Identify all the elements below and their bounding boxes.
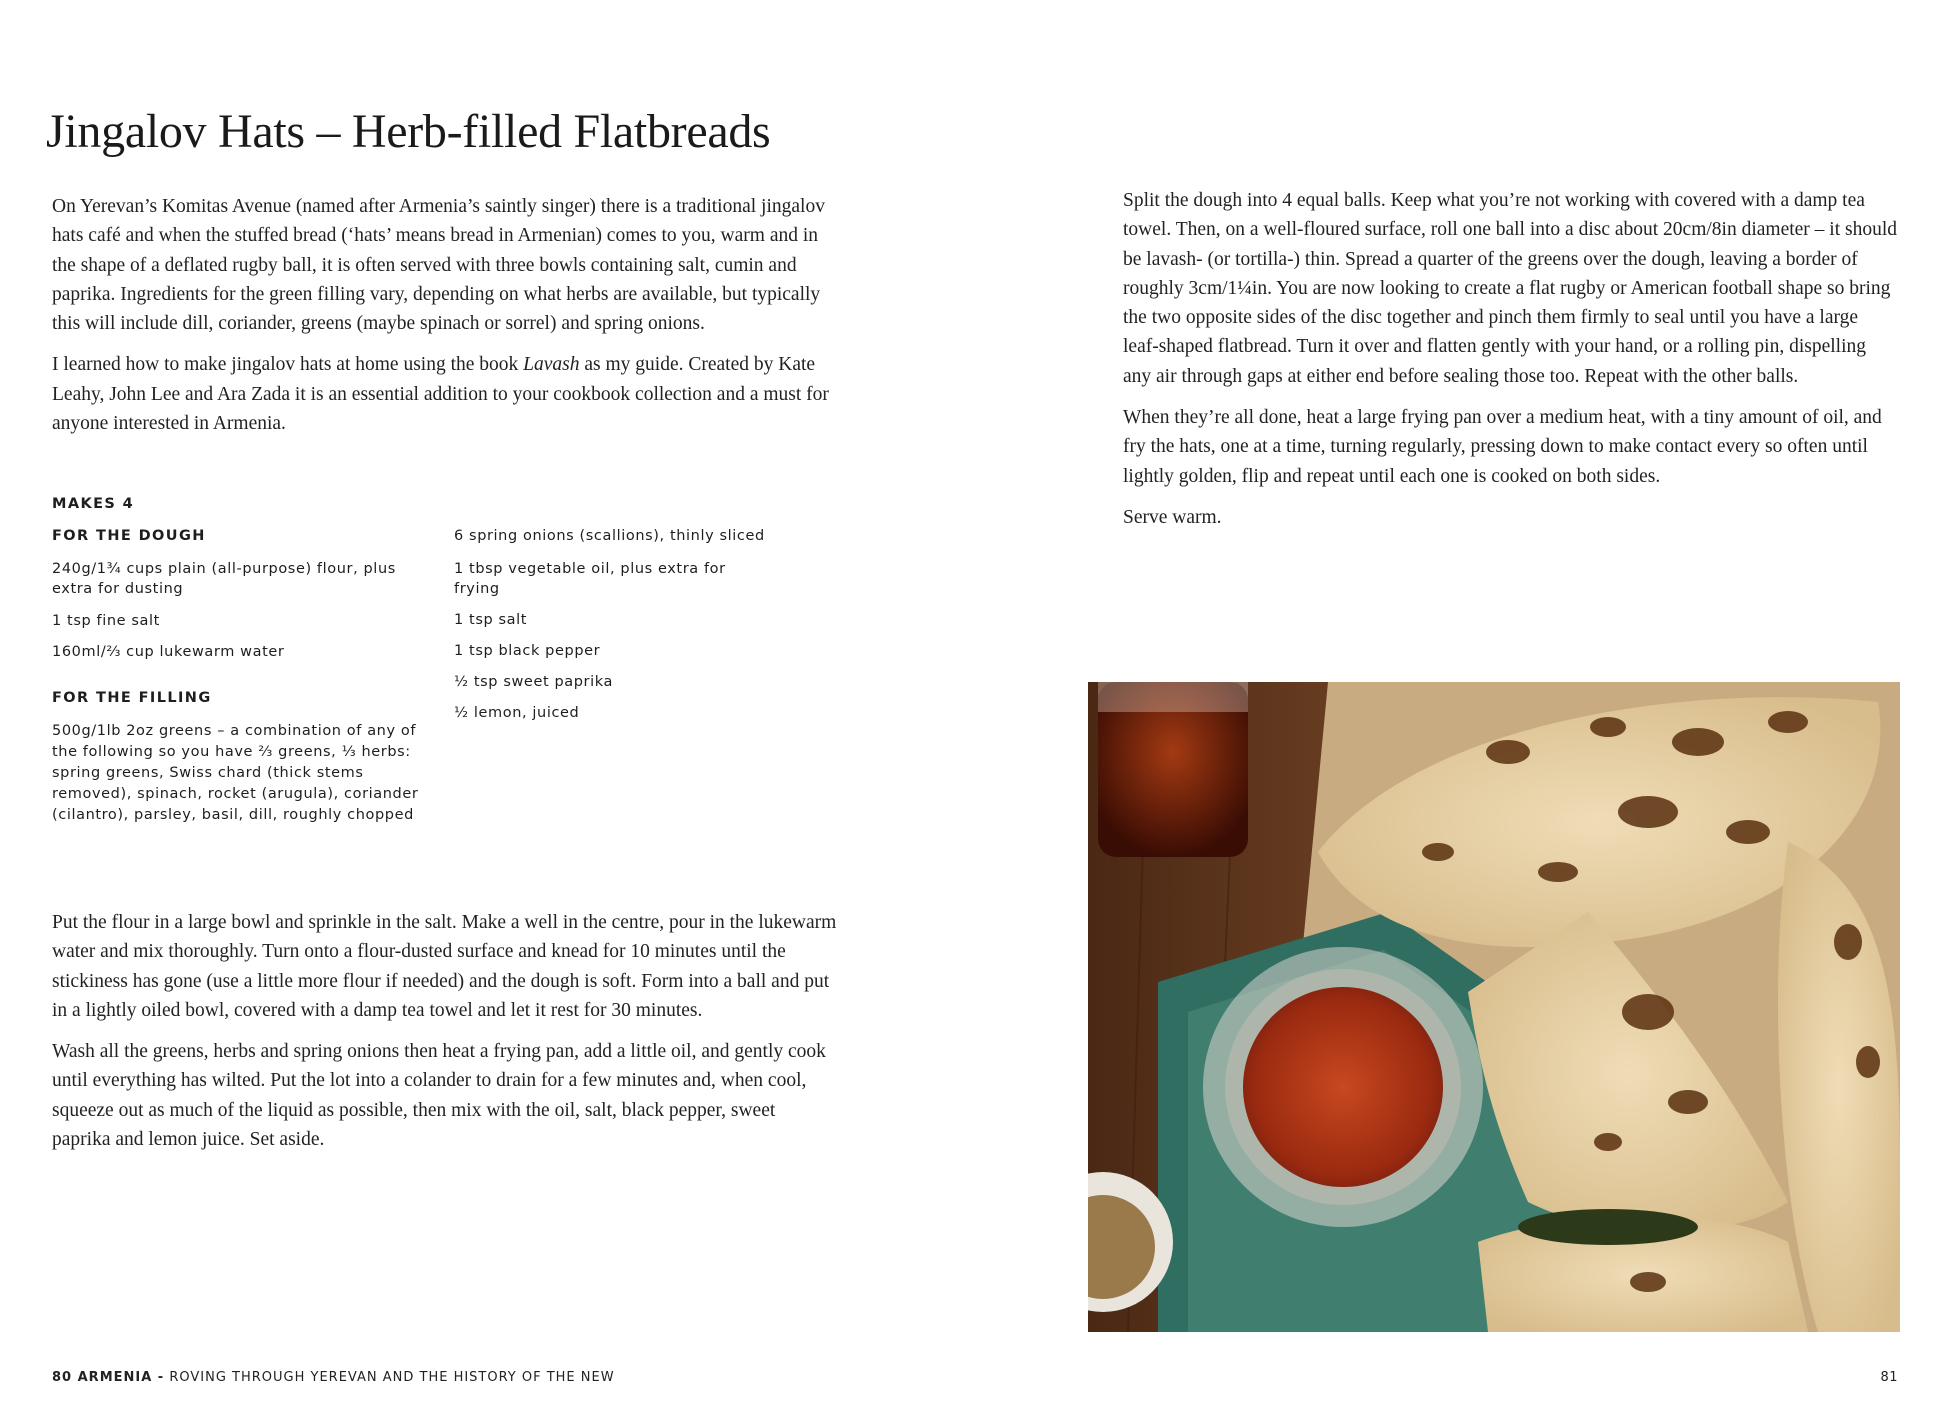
intro-paragraph-book [52, 350, 837, 438]
flatbread-illustration [1088, 682, 1900, 1332]
recipe-title: Jingalov Hats – Herb-filled Flatbreads [46, 105, 771, 158]
method-step: Wash all the greens, herbs and spring onions then heat a frying pan, add a little oil, and gently cook until everything has wilted. Put the lot into a colander to drain for a few minutes and, when cool, squeeze out as much of the liquid as possible, then mix with the oil, salt, black pepper, sweet paprika and lemon juice. Set aside. [52, 1041, 826, 1151]
ingredients-left [52, 494, 432, 826]
ingredient-item: 6 spring onions (scallions), thinly sliced [454, 528, 765, 544]
footer-chapter: ROVING THROUGH YEREVAN AND THE HISTORY OF THE NEW [169, 1370, 615, 1385]
intro-text-before: I learned how to make jingalov hats at home using the book [52, 354, 524, 376]
footer-section: 80 ARMENIA - [52, 1370, 165, 1385]
ingredient-item: 1 tsp black pepper [454, 643, 601, 659]
ingredient-item: 160ml/⅔ cup lukewarm water [52, 644, 285, 660]
ingredient-item: 1 tsp fine salt [52, 613, 160, 629]
dough-heading: FOR THE DOUGH [52, 528, 206, 544]
intro-text-after: as my guide. Created by Kate Leahy, John Lee and Ara Zada it is an essential addition to your cookbook collection and a must for anyone interested in Armenia. [52, 354, 829, 435]
ingredient-item: ½ tsp sweet paprika [454, 674, 613, 690]
ingredient-item: 1 tsp salt [454, 612, 528, 628]
running-footer [52, 1370, 615, 1385]
filling-heading: FOR THE FILLING [52, 690, 212, 706]
page-number: 81 [1880, 1370, 1898, 1385]
recipe-photo [1088, 682, 1900, 1332]
intro-text [52, 192, 837, 450]
makes-label: MAKES 4 [52, 496, 135, 512]
ingredient-item: ½ lemon, juiced [454, 705, 580, 721]
method-step: Put the flour in a large bowl and sprinkle in the salt. Make a well in the centre, pour in the lukewarm water and mix thoroughly. Turn onto a flour-dusted surface and knead for 10 minutes until the stickiness has gone (use a little more flour if needed) and the dough is soft. Form into a ball and put in a lightly oiled bowl, covered with a damp tea towel and let it rest for 30 minutes. [52, 912, 837, 1021]
paprika [1243, 987, 1443, 1187]
method-step: Serve warm. [1123, 506, 1222, 528]
intro-paragraph: On Yerevan’s Komitas Avenue (named after Armenia’s saintly singer) there is a traditional jingalov hats café and when the stuffed bread (‘hats’ means bread in Armenian) comes to you, warm and in the shape of a deflated rugby ball, it is often served with three bowls containing salt, cumin and paprika. Ingredients for the green filling vary, depending on what herbs are available, but typically this will include dill, coriander, greens (maybe spinach or sorrel) and spring onions. [52, 196, 825, 335]
method-right [1123, 186, 1898, 544]
method-step: Split the dough into 4 equal balls. Keep what you’re not working with covered with a damp tea towel. Then, on a well-floured surface, roll one ball into a disc about 20cm/8in diameter – it should be lavash- (or tortilla-) thin. Spread a quarter of the greens over the dough, leaving a border of roughly 3cm/1¼in. You are now looking to create a flat rugby or American football shape so bring the two opposite sides of the disc together and pinch them firmly to seal until you have a large leaf-shaped flatbread. Turn it over and flatten gently with your hand, or a rolling pin, dispelling any air through gaps at either end before sealing those too. Repeat with the other balls. [1123, 190, 1898, 387]
ingredient-item: 1 tbsp vegetable oil, plus extra for frying [454, 561, 726, 597]
method-left [52, 908, 837, 1166]
book-title: Lavash [523, 354, 580, 376]
greens-filling [1518, 1209, 1698, 1245]
method-step: When they’re all done, heat a large frying pan over a medium heat, with a tiny amount of oil, and fry the hats, one at a time, turning regularly, pressing down to make contact every so often until lightly golden, flip and repeat until each one is cooked on both sides. [1123, 407, 1882, 487]
ingredient-item: 500g/1lb 2oz greens – a combination of any of the following so you have ⅔ greens, ⅓ herbs: spring greens, Swiss chard (thick stems removed), spinach, rocket (arugula), coriander (cilantro), parsley, basil, dill, roughly chopped [52, 723, 419, 823]
ingredient-item: 240g/1¾ cups plain (all-purpose) flour, plus extra for dusting [52, 561, 396, 597]
ingredients-right [454, 526, 834, 723]
